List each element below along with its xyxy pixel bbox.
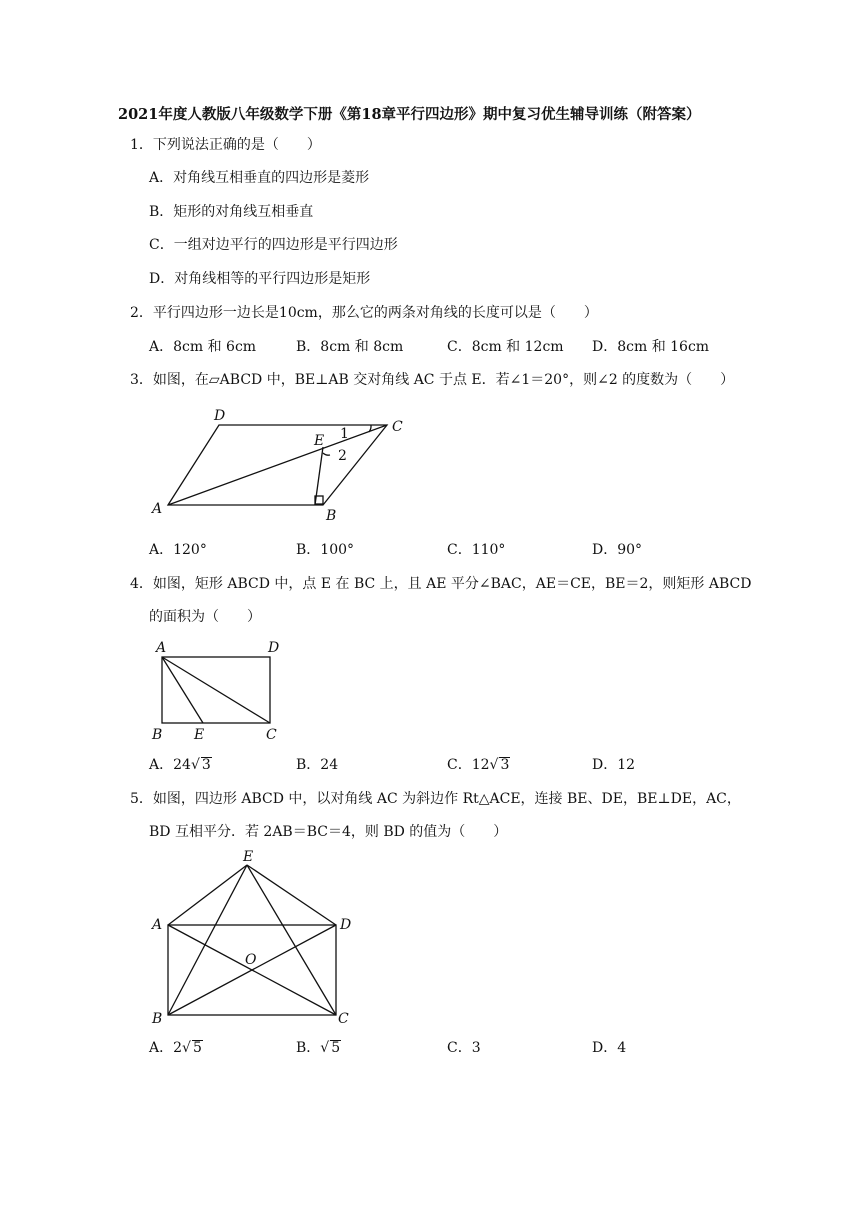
q4-option-c-prefix: C．12 — [447, 757, 490, 773]
q4-label-a: A — [156, 640, 167, 656]
q5-label-a: A — [152, 917, 163, 933]
q3-label-a: A — [152, 501, 163, 517]
q5-option-b-prefix: B． — [296, 1040, 321, 1056]
q4-option-a-radicand: 3 — [201, 757, 211, 773]
q3-label-c: C — [392, 419, 403, 435]
q1-option-a: A．对角线互相垂直的四边形是菱形 — [149, 170, 370, 186]
q1-option-c: C．一组对边平行的四边形是平行四边形 — [149, 237, 398, 253]
q5-option-a-prefix: A．2 — [149, 1040, 183, 1056]
q5-label-b: B — [152, 1011, 163, 1027]
q5-label-c: C — [338, 1011, 349, 1027]
q4-label-e: E — [194, 727, 205, 743]
sqrt-sign: √ — [320, 1040, 330, 1056]
q4-diagonal-ac — [162, 657, 270, 723]
q2-option-d: D．8cm 和 16cm — [592, 339, 710, 355]
q3-label-e: E — [314, 433, 325, 449]
question-1-stem: 1．下列说法正确的是（ ） — [130, 137, 321, 153]
q5-option-b — [296, 1039, 341, 1057]
q3-label-1: 1 — [340, 426, 349, 442]
q5-option-c: C．3 — [447, 1040, 481, 1056]
q3-option-a: A．120° — [149, 542, 207, 558]
q3-label-b: B — [326, 508, 337, 524]
q2-option-a: A．8cm 和 6cm — [149, 339, 257, 355]
q5-segment-ea — [168, 865, 247, 925]
q2-option-c: C．8cm 和 12cm — [447, 339, 564, 355]
sqrt-sign: √ — [489, 757, 499, 773]
q5-segment-ec — [247, 865, 336, 1015]
q3-option-c: C．110° — [447, 542, 506, 558]
q4-segment-ae — [162, 657, 203, 723]
q3-diagonal-ac — [168, 425, 387, 505]
q4-option-a — [149, 756, 212, 774]
q3-option-b: B．100° — [296, 542, 355, 558]
q1-option-b: B．矩形的对角线互相垂直 — [149, 204, 314, 220]
q5-figure — [148, 848, 363, 1028]
q3-label-d: D — [214, 408, 226, 424]
question-4-stem-line1: 4．如图，矩形 ABCD 中，点 E 在 BC 上，且 AE 平分∠BAC，AE＝CE，BE＝2，则矩形 ABCD — [130, 576, 752, 592]
q5-segment-eb — [168, 865, 247, 1015]
q5-option-a — [149, 1039, 203, 1057]
q4-figure — [148, 638, 288, 743]
q5-option-b-radicand: 5 — [331, 1040, 341, 1056]
q4-option-d: D．12 — [592, 757, 636, 773]
q4-option-c — [447, 756, 510, 774]
q4-option-b: B．24 — [296, 757, 339, 773]
question-4-stem-line2: 的面积为（ ） — [149, 609, 261, 625]
question-3-stem: 3．如图，在▱ABCD 中，BE⊥AB 交对角线 AC 于点 E．若∠1＝20°，则∠2 的度数为（ ） — [130, 372, 735, 388]
q4-label-d: D — [268, 640, 280, 656]
question-5-stem-line1: 5．如图，四边形 ABCD 中，以对角线 AC 为斜边作 Rt△ACE，连接 BE、DE，BE⊥DE，AC， — [130, 791, 741, 807]
q3-figure — [148, 405, 418, 524]
question-2-stem: 2．平行四边形一边长是10cm，那么它的两条对角线的长度可以是（ ） — [130, 305, 598, 321]
q5-label-e: E — [243, 849, 254, 865]
q4-option-a-prefix: A．24 — [149, 757, 191, 773]
q5-option-a-radicand: 5 — [192, 1040, 202, 1056]
question-5-stem-line2: BD 互相平分．若 2AB＝BC＝4，则 BD 的值为（ ） — [149, 824, 508, 840]
q5-segment-ed — [247, 865, 336, 925]
q3-label-2: 2 — [338, 448, 347, 464]
q5-option-d: D．4 — [592, 1040, 627, 1056]
q1-option-d: D．对角线相等的平行四边形是矩形 — [149, 271, 371, 287]
q3-angle-2-arc — [323, 453, 330, 455]
q5-label-d: D — [340, 917, 352, 933]
q4-option-c-radicand: 3 — [500, 757, 510, 773]
page-title: 2021年度人教版八年级数学下册《第18章平行四边形》期中复习优生辅导训练（附答案） — [118, 106, 701, 123]
q4-label-b: B — [152, 727, 163, 743]
q4-label-c: C — [266, 727, 277, 743]
sqrt-sign: √ — [182, 1040, 191, 1056]
q2-option-b: B．8cm 和 8cm — [296, 339, 404, 355]
sqrt-sign: √ — [190, 757, 200, 773]
q3-option-d: D．90° — [592, 542, 643, 558]
q5-label-o: O — [245, 952, 257, 968]
